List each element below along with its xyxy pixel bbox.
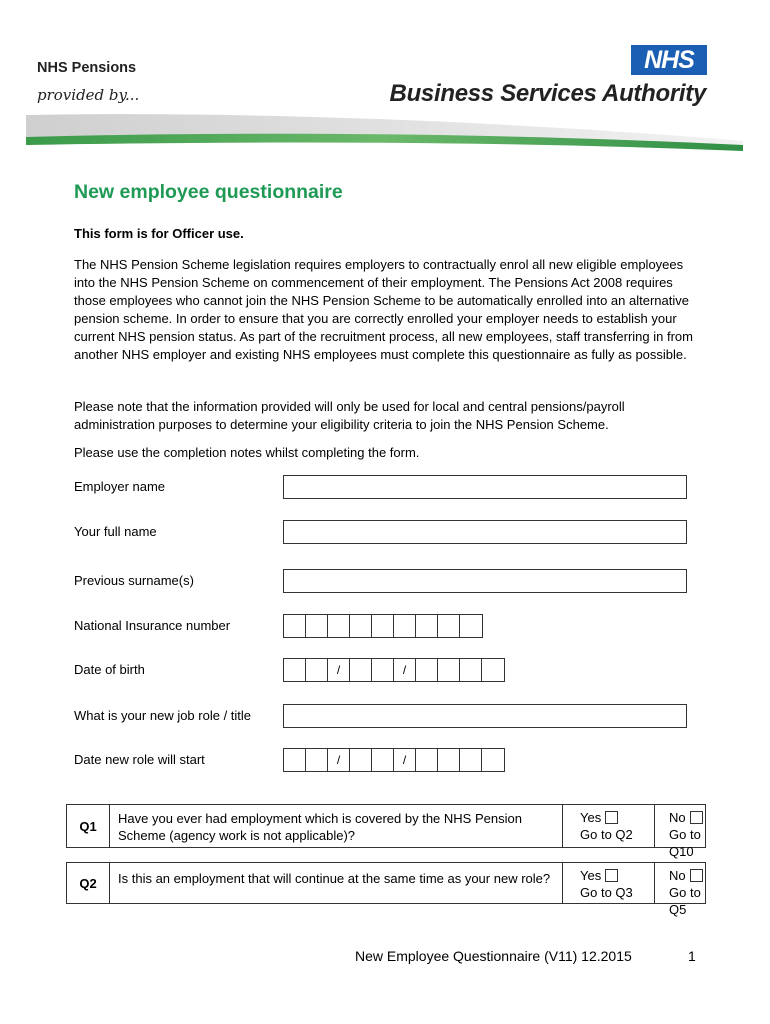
completion-note: Please use the completion notes whilst completing the form.	[74, 445, 420, 460]
date-cell[interactable]	[372, 749, 394, 771]
authority-name: Business Services Authority	[389, 80, 706, 107]
employer-name-input[interactable]	[283, 475, 687, 499]
previous-surnames-input[interactable]	[283, 569, 687, 593]
role-start-label: Date new role will start	[74, 752, 205, 767]
ni-cell[interactable]	[306, 615, 328, 637]
header-swoosh	[0, 105, 770, 160]
date-separator: /	[394, 659, 416, 681]
date-cell[interactable]	[284, 659, 306, 681]
full-name-input[interactable]	[283, 520, 687, 544]
no-option[interactable]	[655, 805, 705, 859]
dob-input[interactable]	[283, 658, 505, 682]
officer-note: This form is for Officer use.	[74, 226, 244, 241]
question-text: Have you ever had employment which is covered by the NHS Pension Scheme (agency work is not applicable)?	[110, 805, 563, 847]
job-role-label: What is your new job role / title	[74, 708, 252, 723]
question-q2	[66, 862, 706, 917]
privacy-paragraph: Please note that the information provided will only be used for local and central pensions/payroll administration purposes to determine your eligibility criteria to join the NHS Pension Scheme.	[74, 399, 625, 432]
question-number: Q2	[67, 863, 110, 903]
ni-number-input[interactable]	[283, 614, 483, 638]
footer-text: New Employee Questionnaire (V11) 12.2015	[355, 948, 632, 964]
employer-name-label: Employer name	[74, 479, 166, 494]
ni-cell[interactable]	[328, 615, 350, 637]
ni-cell[interactable]	[438, 615, 460, 637]
date-cell[interactable]	[306, 749, 328, 771]
previous-surnames-label: Previous surname(s)	[74, 573, 194, 588]
date-cell[interactable]	[482, 659, 504, 681]
date-cell[interactable]	[438, 659, 460, 681]
date-separator: /	[394, 749, 416, 771]
no-checkbox[interactable]	[690, 869, 703, 882]
yes-label: Yes	[580, 810, 602, 825]
question-q1	[66, 804, 706, 859]
no-goto: Go to Q10	[669, 827, 701, 859]
yes-checkbox[interactable]	[605, 869, 618, 882]
date-cell[interactable]	[350, 749, 372, 771]
date-cell[interactable]	[416, 749, 438, 771]
page-number: 1	[688, 948, 696, 964]
date-cell[interactable]	[306, 659, 328, 681]
ni-cell[interactable]	[416, 615, 438, 637]
ni-number-label: National Insurance number	[74, 618, 231, 633]
no-label: No	[669, 810, 686, 825]
question-text: Is this an employment that will continue at the same time as your new role?	[110, 863, 563, 903]
yes-option[interactable]	[563, 863, 655, 903]
ni-cell[interactable]	[394, 615, 416, 637]
date-separator: /	[328, 659, 350, 681]
date-cell[interactable]	[284, 749, 306, 771]
intro-paragraph: The NHS Pension Scheme legislation requires employers to contractually enrol all new eligible employees into the NHS Pension Scheme on commencement of their employment. The Pensions Act 2008 requires those employees who cannot join the NHS Pension Scheme to be automatically enrolled into an alternative pension scheme. In order to ensure that you are correctly enrolled your employer needs to establish your current NHS pension status. As part of the recruitment process, all new employees, staff transferring in from another NHS employer and existing NHS employees must complete this questionnaire as fully as possible.	[74, 257, 693, 362]
org-name: NHS Pensions	[37, 60, 137, 76]
ni-cell[interactable]	[350, 615, 372, 637]
no-goto: Go to Q5	[669, 885, 701, 917]
ni-cell[interactable]	[460, 615, 482, 637]
role-start-input[interactable]	[283, 748, 505, 772]
provided-by: provided by...	[37, 86, 140, 104]
full-name-label: Your full name	[74, 524, 157, 539]
question-number: Q1	[67, 805, 110, 847]
yes-goto: Go to Q3	[580, 885, 633, 900]
date-cell[interactable]	[460, 659, 482, 681]
date-separator: /	[328, 749, 350, 771]
date-cell[interactable]	[438, 749, 460, 771]
dob-label: Date of birth	[74, 662, 145, 677]
nhs-logo: NHS	[631, 45, 707, 75]
yes-goto: Go to Q2	[580, 827, 633, 842]
date-cell[interactable]	[416, 659, 438, 681]
yes-label: Yes	[580, 868, 602, 883]
job-role-input[interactable]	[283, 704, 687, 728]
date-cell[interactable]	[350, 659, 372, 681]
no-checkbox[interactable]	[690, 811, 703, 824]
date-cell[interactable]	[482, 749, 504, 771]
no-option[interactable]	[655, 863, 705, 917]
yes-checkbox[interactable]	[605, 811, 618, 824]
yes-option[interactable]	[563, 805, 655, 847]
ni-cell[interactable]	[284, 615, 306, 637]
page-title: New employee questionnaire	[74, 181, 343, 203]
date-cell[interactable]	[460, 749, 482, 771]
ni-cell[interactable]	[372, 615, 394, 637]
date-cell[interactable]	[372, 659, 394, 681]
no-label: No	[669, 868, 686, 883]
